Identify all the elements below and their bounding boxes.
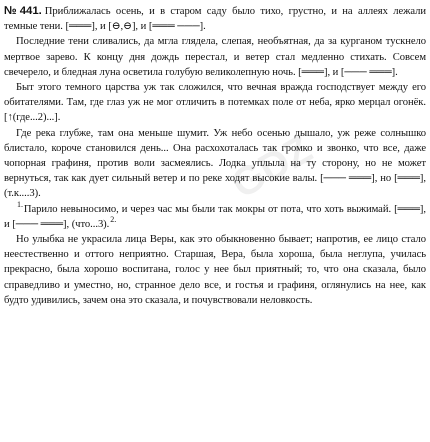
paragraph-3-text: Быт этого темного царства уж так сложился, что вечная вражда господствует между его обитателями. Там, где глаз уж не мог отличить в потемках поле от неба, ярко мерцал огонёк. [↑(где...2)...]. [4,82,426,124]
superscript-2: 2. [110,214,117,224]
paragraph-3 [4,80,426,126]
paragraph-2 [4,34,426,80]
paragraph-5 [4,199,426,232]
paragraph-1 [4,4,426,34]
paragraph-2-text: Последние тени сливались, да мгла глядела, слепая, необъятная, да за курганом тускнело мертвое зарево. К концу дня дождь перестал, и ветер стал медленно стихать. Совсем свечерело, и бледная луна осветила голубую великолепную ночь. [═══], и [─── ═══]. [4,36,426,78]
paragraph-4 [4,126,426,208]
watermark: GDZ [224,126,320,208]
paragraph-5-text: Парило невыносимо, и через час мы были так мокры от пота, что хоть выжимай. [═══], и [─── ═══], (что...3). [4,203,426,230]
paragraph-6 [4,232,426,308]
paragraph-1-text: Приближалась осень, и в старом саду было тихо, грустно, и на аллеях лежали темные тени. [═══], и [⊖,⊖], и [═══ ───]. [4,6,426,33]
exercise-number: № 441. [4,5,42,17]
paragraph-4-text: Где река глубже, там она меньше шумит. Уж небо осенью дышало, уж реже солнышко блистало, короче становился день... Она расхохоталась так громко и звонко, что все, даже чопорная графиня, против воли засмеялись. Лодка уплыла на ту сторону, но не может вернуться, так как дует сильный ветер и по реке ходят высокие валы. [─── ═══], но [═══], (т.к....3). [4,127,426,200]
paragraph-6-text: Но улыбка не украсила лица Веры, как это обыкновенно бывает; напротив, ее лицо стало неестественно и оттого неприятно. Старшая, Вера, была хороша, была неглупа, училась прекрасно, была хорошо воспитана, голос у нее был приятный; то, что она сказала, было справедливо и уместно, но, странное дело все, и гостья и графиня, оглянулись на нее, как будто удивились, зачем она это сказала, и почувствовали неловкость. [4,234,426,306]
superscript-1: 1. [17,199,23,209]
